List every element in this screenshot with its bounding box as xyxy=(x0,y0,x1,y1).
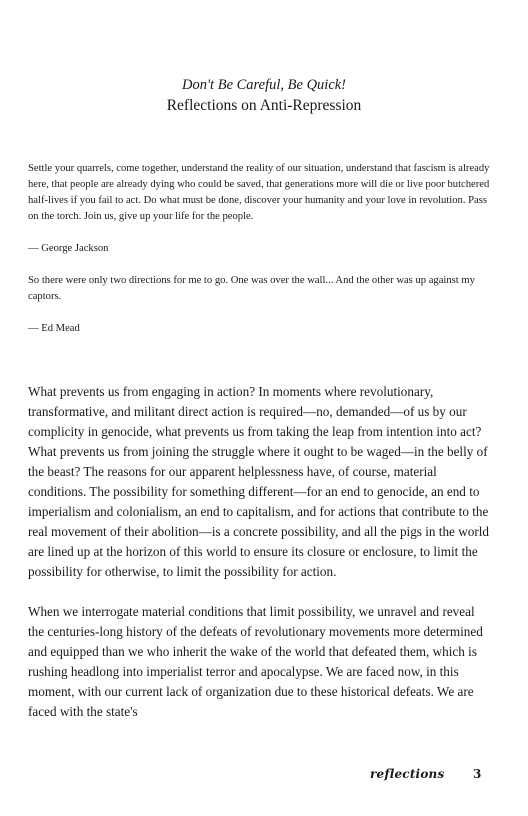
epigraphs xyxy=(28,161,490,353)
page-number: 3 xyxy=(473,767,482,781)
epigraph-quote-mead: So there were only two directions for me to go. One was over the wall... And the other was up against my captors. xyxy=(28,275,475,302)
epigraph-quote-jackson: Settle your quarrels, come together, understand the reality of our situation, understand that fascism is already here, that people are already dying who could be saved, that generations more will die or live poor butchered half-lives if you fail to act. Do what must be done, discover your humanity and your love in revolution. Pass on the torch. Join us, give up your life for the people. xyxy=(28,163,490,222)
epigraph-attribution-jackson: — George Jackson xyxy=(28,243,109,254)
title-block xyxy=(0,75,528,117)
running-footer-title: reflections xyxy=(370,767,445,781)
body-text xyxy=(28,382,490,742)
page-subtitle: Reflections on Anti-Repression xyxy=(166,97,362,114)
body-paragraph: What prevents us from engaging in action? In moments where revolutionary, transformative, and militant direct action is required—no, demanded—of us by our complicity in genocide, what prevents us from taking the leap from intention into act? What prevents us from joining the struggle where it ought to be waged—in the belly of the beast? The reasons for our apparent helplessness have, of course, material conditions. The possibility for something different—for an end to genocide, an end to imperialism and colonialism, an end to capitalism, and for actions that contribute to the real movement of their abolition—is a concrete possibility, and all the pigs in the world are lined up at the horizon of this world to ensure its closure or enclosure, to limit the possibility for otherwise, to limit the possibility for action. xyxy=(28,384,489,579)
page-title: Don't Be Careful, Be Quick! xyxy=(181,77,347,93)
epigraph-attribution-mead: — Ed Mead xyxy=(28,323,80,334)
body-paragraph: When we interrogate material conditions that limit possibility, we unravel and reveal the centuries-long history of the defeats of revolutionary movements more determined and equipped than we who inherit the wake of the world that defeated them, which is rushing headlong into imperialist terror and apocalypse. We are faced now, in this moment, with our current lack of organization due to these historical defeats. We are faced with the state's xyxy=(28,604,483,719)
